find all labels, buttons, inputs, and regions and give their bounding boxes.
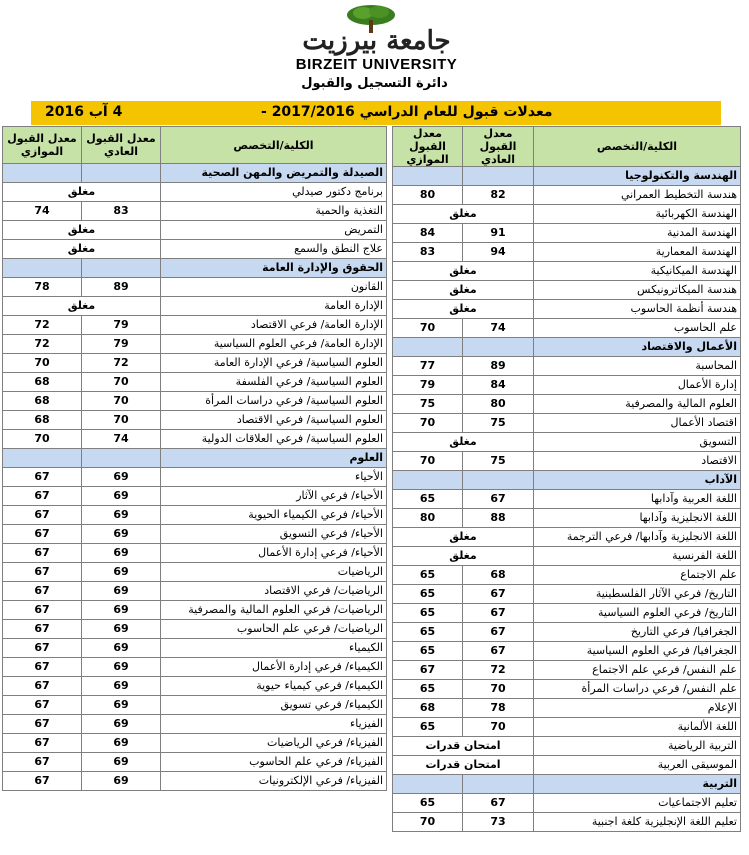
- section-row: [3, 449, 387, 468]
- parallel-rate: 83: [393, 243, 463, 262]
- regular-rate: 75: [463, 414, 534, 433]
- program-name: الهندسة المعمارية: [534, 243, 741, 262]
- status-cell: مغلق: [393, 205, 534, 224]
- program-name: اللغة الانجليزية وآدابها/ فرعي الترجمة: [534, 528, 741, 547]
- table-row: [3, 430, 387, 449]
- empty-cell: [463, 338, 534, 357]
- table-header: [3, 127, 387, 164]
- program-name: الإعلام: [534, 699, 741, 718]
- parallel-rate: 65: [393, 794, 463, 813]
- status-cell: مغلق: [3, 221, 161, 240]
- parallel-rate: 67: [3, 506, 82, 525]
- program-name: الفيزياء: [161, 715, 387, 734]
- section-row: [3, 259, 387, 278]
- regular-rate: 69: [82, 468, 161, 487]
- parallel-rate: 84: [393, 224, 463, 243]
- regular-rate: 94: [463, 243, 534, 262]
- regular-rate: 67: [463, 623, 534, 642]
- program-name: الفيزياء/ فرعي علم الحاسوب: [161, 753, 387, 772]
- table-row: [393, 813, 741, 832]
- regular-rate: 69: [82, 582, 161, 601]
- regular-rate: 69: [82, 601, 161, 620]
- title-banner: [31, 101, 721, 125]
- table-row: [393, 528, 741, 547]
- table-row: [3, 411, 387, 430]
- table-row: [3, 544, 387, 563]
- table-row: [393, 281, 741, 300]
- parallel-rate: 74: [3, 202, 82, 221]
- regular-rate: 69: [82, 696, 161, 715]
- program-name: اللغة العربية وآدابها: [534, 490, 741, 509]
- program-name: الرياضيات/ فرعي العلوم المالية والمصرفية: [161, 601, 387, 620]
- regular-rate: 69: [82, 487, 161, 506]
- program-name: علم الحاسوب: [534, 319, 741, 338]
- regular-rate: 67: [463, 490, 534, 509]
- program-name: التربية الرياضية: [534, 737, 741, 756]
- table-row: [3, 316, 387, 335]
- status-cell: امتحان قدرات: [393, 756, 534, 775]
- table-row: [393, 376, 741, 395]
- table-row: [393, 300, 741, 319]
- program-name: الجغرافيا/ فرعي العلوم السياسية: [534, 642, 741, 661]
- regular-rate: 79: [82, 335, 161, 354]
- table-row: [3, 658, 387, 677]
- regular-rate: 79: [82, 316, 161, 335]
- program-name: الهندسة الكهربائية: [534, 205, 741, 224]
- program-name: هندسة أنظمة الحاسوب: [534, 300, 741, 319]
- regular-rate: 88: [463, 509, 534, 528]
- status-cell: مغلق: [393, 281, 534, 300]
- empty-cell: [393, 167, 463, 186]
- university-name: BIRZEIT UNIVERSITY: [295, 56, 458, 73]
- regular-rate: 69: [82, 753, 161, 772]
- parallel-rate: 65: [393, 490, 463, 509]
- table-row: [3, 620, 387, 639]
- table-row: [393, 756, 741, 775]
- empty-cell: [82, 259, 161, 278]
- regular-rate: 67: [463, 585, 534, 604]
- regular-rate: 78: [463, 699, 534, 718]
- section-row: [393, 167, 741, 186]
- program-name: برنامج دكتور صيدلي: [161, 183, 387, 202]
- table-row: [393, 566, 741, 585]
- parallel-rate: 75: [393, 395, 463, 414]
- program-name: اللغة الفرنسية: [534, 547, 741, 566]
- parallel-rate: 67: [3, 734, 82, 753]
- parallel-rate: 70: [393, 452, 463, 471]
- empty-cell: [393, 775, 463, 794]
- program-name: العلوم السياسية/ فرعي الإدارة العامة: [161, 354, 387, 373]
- table-row: [393, 509, 741, 528]
- regular-rate: 91: [463, 224, 534, 243]
- parallel-rate: 72: [3, 316, 82, 335]
- header-parallel: معدل القبول الموازي: [393, 127, 463, 167]
- header-program: الكلية/التخصص: [534, 127, 741, 167]
- parallel-rate: 77: [393, 357, 463, 376]
- program-name: الكيمياء/ فرعي كيمياء حيوية: [161, 677, 387, 696]
- program-name: علاج النطق والسمع: [161, 240, 387, 259]
- regular-rate: 89: [82, 278, 161, 297]
- parallel-rate: 68: [3, 411, 82, 430]
- header-regular: معدل القبول العادي: [82, 127, 161, 164]
- parallel-rate: 70: [393, 813, 463, 832]
- table-row: [3, 354, 387, 373]
- section-title: التربية: [534, 775, 741, 794]
- regular-rate: 70: [463, 680, 534, 699]
- table-row: [3, 392, 387, 411]
- table-row: [3, 487, 387, 506]
- parallel-rate: 72: [3, 335, 82, 354]
- table-row: [3, 563, 387, 582]
- program-name: الأحياء: [161, 468, 387, 487]
- program-name: الرياضيات/ فرعي الاقتصاد: [161, 582, 387, 601]
- regular-rate: 69: [82, 677, 161, 696]
- parallel-rate: 70: [3, 430, 82, 449]
- logo-arabic-text: جامعة بيرزيت: [302, 26, 451, 56]
- regular-rate: 69: [82, 734, 161, 753]
- header-regular: معدل القبول العادي: [463, 127, 534, 167]
- program-name: اللغة الانجليزية وآدابها: [534, 509, 741, 528]
- table-row: [393, 186, 741, 205]
- parallel-rate: 70: [3, 354, 82, 373]
- program-name: الأحياء/ فرعي إدارة الأعمال: [161, 544, 387, 563]
- parallel-rate: 67: [393, 661, 463, 680]
- program-name: الكيمياء/ فرعي إدارة الأعمال: [161, 658, 387, 677]
- program-name: هندسة الميكاترونيكس: [534, 281, 741, 300]
- table-row: [3, 772, 387, 791]
- program-name: العلوم السياسية/ فرعي الفلسفة: [161, 373, 387, 392]
- table-row: [3, 202, 387, 221]
- parallel-rate: 80: [393, 186, 463, 205]
- program-name: علم النفس/ فرعي علم الاجتماع: [534, 661, 741, 680]
- table-row: [3, 278, 387, 297]
- program-name: اقتصاد الأعمال: [534, 414, 741, 433]
- program-name: التاريخ/ فرعي الآثار الفلسطينية: [534, 585, 741, 604]
- program-name: الفيزياء/ فرعي الإلكترونيات: [161, 772, 387, 791]
- section-title: الآداب: [534, 471, 741, 490]
- status-cell: مغلق: [393, 547, 534, 566]
- table-row: [393, 205, 741, 224]
- table-row: [393, 623, 741, 642]
- admission-table-left: [2, 126, 387, 791]
- parallel-rate: 79: [393, 376, 463, 395]
- parallel-rate: 70: [393, 414, 463, 433]
- parallel-rate: 65: [393, 642, 463, 661]
- parallel-rate: 65: [393, 718, 463, 737]
- section-title: العلوم: [161, 449, 387, 468]
- table-row: [3, 601, 387, 620]
- program-name: الأحياء/ فرعي التسويق: [161, 525, 387, 544]
- regular-rate: 69: [82, 658, 161, 677]
- program-name: الإدارة العامة/ فرعي الاقتصاد: [161, 316, 387, 335]
- regular-rate: 84: [463, 376, 534, 395]
- parallel-rate: 67: [3, 468, 82, 487]
- program-name: إدارة الأعمال: [534, 376, 741, 395]
- table-row: [3, 734, 387, 753]
- parallel-rate: 67: [3, 563, 82, 582]
- parallel-rate: 67: [3, 753, 82, 772]
- parallel-rate: 67: [3, 601, 82, 620]
- program-name: التمريض: [161, 221, 387, 240]
- program-name: الأحياء/ فرعي الآثار: [161, 487, 387, 506]
- program-name: هندسة التخطيط العمراني: [534, 186, 741, 205]
- table-row: [393, 699, 741, 718]
- parallel-rate: 67: [3, 544, 82, 563]
- status-cell: مغلق: [3, 183, 161, 202]
- parallel-rate: 65: [393, 604, 463, 623]
- table-row: [3, 677, 387, 696]
- regular-rate: 73: [463, 813, 534, 832]
- parallel-rate: 67: [3, 772, 82, 791]
- table-row: [393, 433, 741, 452]
- regular-rate: 70: [82, 392, 161, 411]
- parallel-rate: 68: [393, 699, 463, 718]
- table-row: [3, 183, 387, 202]
- regular-rate: 69: [82, 525, 161, 544]
- parallel-rate: 67: [3, 582, 82, 601]
- table-row: [3, 221, 387, 240]
- header-program: الكلية/التخصص: [161, 127, 387, 164]
- empty-cell: [463, 471, 534, 490]
- regular-rate: 75: [463, 452, 534, 471]
- university-logo: [289, 4, 464, 72]
- parallel-rate: 67: [3, 658, 82, 677]
- parallel-rate: 70: [393, 319, 463, 338]
- program-name: الرياضيات/ فرعي علم الحاسوب: [161, 620, 387, 639]
- regular-rate: 69: [82, 639, 161, 658]
- table-row: [3, 506, 387, 525]
- section-title: الأعمال والاقتصاد: [534, 338, 741, 357]
- table-row: [3, 335, 387, 354]
- table-row: [393, 642, 741, 661]
- parallel-rate: 65: [393, 623, 463, 642]
- section-row: [3, 164, 387, 183]
- program-name: الكيمياء: [161, 639, 387, 658]
- parallel-rate: 67: [3, 715, 82, 734]
- parallel-rate: 67: [3, 696, 82, 715]
- program-name: المحاسبة: [534, 357, 741, 376]
- program-name: الكيمياء/ فرعي تسويق: [161, 696, 387, 715]
- table-row: [393, 737, 741, 756]
- status-cell: مغلق: [393, 300, 534, 319]
- table-row: [393, 357, 741, 376]
- parallel-rate: 67: [3, 525, 82, 544]
- regular-rate: 70: [82, 373, 161, 392]
- table-row: [393, 414, 741, 433]
- regular-rate: 74: [463, 319, 534, 338]
- regular-rate: 67: [463, 642, 534, 661]
- regular-rate: 69: [82, 715, 161, 734]
- program-name: اللغة الألمانية: [534, 718, 741, 737]
- program-name: الهندسة الميكانيكية: [534, 262, 741, 281]
- section-row: [393, 471, 741, 490]
- program-name: التاريخ/ فرعي العلوم السياسية: [534, 604, 741, 623]
- regular-rate: 70: [463, 718, 534, 737]
- regular-rate: 80: [463, 395, 534, 414]
- program-name: تعليم اللغة الإنجليزية كلغة اجنبية: [534, 813, 741, 832]
- regular-rate: 68: [463, 566, 534, 585]
- program-name: الاقتصاد: [534, 452, 741, 471]
- empty-cell: [82, 449, 161, 468]
- program-name: العلوم المالية والمصرفية: [534, 395, 741, 414]
- department-title: دائرة التسجيل والقبول: [301, 76, 448, 91]
- empty-cell: [3, 449, 82, 468]
- program-name: القانون: [161, 278, 387, 297]
- regular-rate: 72: [463, 661, 534, 680]
- table-row: [3, 696, 387, 715]
- program-name: الرياضيات: [161, 563, 387, 582]
- status-cell: مغلق: [3, 240, 161, 259]
- section-row: [393, 338, 741, 357]
- table-row: [393, 243, 741, 262]
- admission-table-right: [392, 126, 741, 832]
- table-row: [3, 582, 387, 601]
- table-row: [393, 604, 741, 623]
- regular-rate: 69: [82, 563, 161, 582]
- section-title: الصيدلة والتمريض والمهن الصحية: [161, 164, 387, 183]
- status-cell: مغلق: [393, 528, 534, 547]
- status-cell: مغلق: [393, 262, 534, 281]
- empty-cell: [393, 338, 463, 357]
- parallel-rate: 68: [3, 392, 82, 411]
- regular-rate: 89: [463, 357, 534, 376]
- table-row: [3, 525, 387, 544]
- empty-cell: [463, 167, 534, 186]
- empty-cell: [463, 775, 534, 794]
- table-row: [393, 718, 741, 737]
- status-cell: امتحان قدرات: [393, 737, 534, 756]
- regular-rate: 69: [82, 506, 161, 525]
- program-name: تعليم الاجتماعيات: [534, 794, 741, 813]
- empty-cell: [3, 259, 82, 278]
- section-title: الهندسة والتكنولوجيا: [534, 167, 741, 186]
- table-row: [393, 262, 741, 281]
- regular-rate: 69: [82, 620, 161, 639]
- parallel-rate: 68: [3, 373, 82, 392]
- status-cell: مغلق: [3, 297, 161, 316]
- parallel-rate: 67: [3, 639, 82, 658]
- parallel-rate: 65: [393, 585, 463, 604]
- regular-rate: 69: [82, 544, 161, 563]
- table-row: [393, 490, 741, 509]
- program-name: العلوم السياسية/ فرعي العلاقات الدولية: [161, 430, 387, 449]
- table-row: [393, 585, 741, 604]
- program-name: العلوم السياسية/ فرعي دراسات المرأة: [161, 392, 387, 411]
- table-row: [393, 794, 741, 813]
- table-row: [3, 753, 387, 772]
- header-parallel: معدل القبول الموازي: [3, 127, 82, 164]
- table-row: [393, 224, 741, 243]
- table-row: [3, 639, 387, 658]
- program-name: علم النفس/ فرعي دراسات المرأة: [534, 680, 741, 699]
- table-row: [3, 297, 387, 316]
- table-row: [3, 468, 387, 487]
- program-name: التسويق: [534, 433, 741, 452]
- program-name: العلوم السياسية/ فرعي الاقتصاد: [161, 411, 387, 430]
- program-name: الفيزياء/ فرعي الرياضيات: [161, 734, 387, 753]
- regular-rate: 82: [463, 186, 534, 205]
- table-row: [393, 661, 741, 680]
- banner-title: معدلات قبول للعام الدراسي 2017/2016 -: [261, 104, 553, 120]
- parallel-rate: 67: [3, 677, 82, 696]
- parallel-rate: 67: [3, 620, 82, 639]
- regular-rate: 69: [82, 772, 161, 791]
- program-name: الجغرافيا/ فرعي التاريخ: [534, 623, 741, 642]
- status-cell: مغلق: [393, 433, 534, 452]
- program-name: الإدارة العامة: [161, 297, 387, 316]
- table-row: [3, 715, 387, 734]
- regular-rate: 70: [82, 411, 161, 430]
- table-row: [393, 547, 741, 566]
- table-row: [393, 319, 741, 338]
- regular-rate: 67: [463, 794, 534, 813]
- table-row: [393, 452, 741, 471]
- regular-rate: 67: [463, 604, 534, 623]
- parallel-rate: 67: [3, 487, 82, 506]
- banner-date: 4 آب 2016: [45, 104, 123, 120]
- table-row: [3, 240, 387, 259]
- program-name: التغذية والحمية: [161, 202, 387, 221]
- regular-rate: 83: [82, 202, 161, 221]
- table-row: [3, 373, 387, 392]
- regular-rate: 72: [82, 354, 161, 373]
- program-name: علم الاجتماع: [534, 566, 741, 585]
- section-row: [393, 775, 741, 794]
- parallel-rate: 65: [393, 566, 463, 585]
- table-header: [393, 127, 741, 167]
- program-name: الموسيقى العربية: [534, 756, 741, 775]
- empty-cell: [393, 471, 463, 490]
- parallel-rate: 65: [393, 680, 463, 699]
- empty-cell: [82, 164, 161, 183]
- parallel-rate: 80: [393, 509, 463, 528]
- regular-rate: 74: [82, 430, 161, 449]
- parallel-rate: 78: [3, 278, 82, 297]
- program-name: الهندسة المدنية: [534, 224, 741, 243]
- program-name: الإدارة العامة/ فرعي العلوم السياسية: [161, 335, 387, 354]
- program-name: الأحياء/ فرعي الكيمياء الحيوية: [161, 506, 387, 525]
- empty-cell: [3, 164, 82, 183]
- section-title: الحقوق والإدارة العامة: [161, 259, 387, 278]
- table-row: [393, 395, 741, 414]
- table-row: [393, 680, 741, 699]
